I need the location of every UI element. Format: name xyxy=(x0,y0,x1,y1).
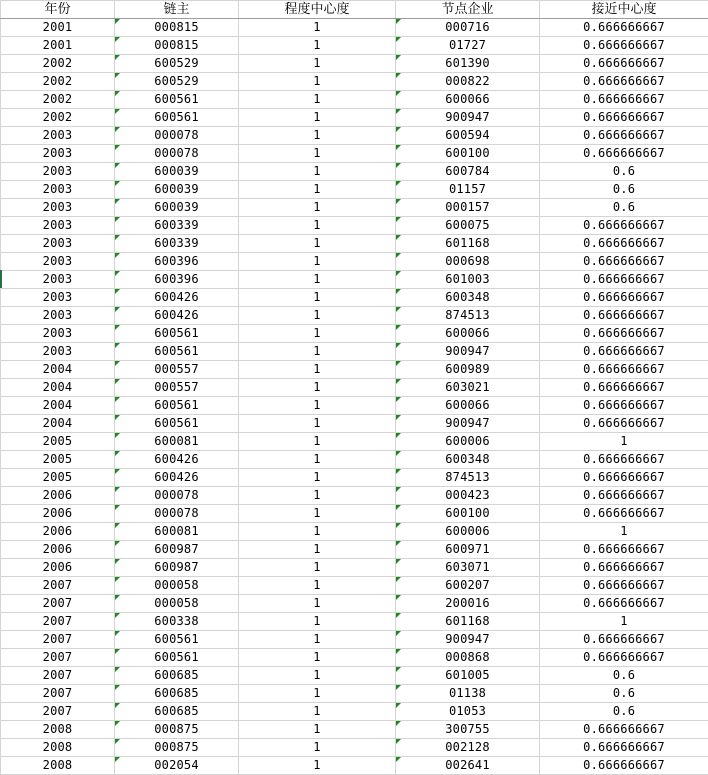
year-cell[interactable]: 2004 xyxy=(1,379,115,397)
degree-centrality-cell[interactable]: 1 xyxy=(239,91,396,109)
year-cell[interactable]: 2004 xyxy=(1,397,115,415)
table-row xyxy=(1,631,708,649)
table-row xyxy=(1,505,708,523)
degree-centrality-cell[interactable]: 1 xyxy=(239,613,396,631)
node-enterprise-cell[interactable]: 601168 xyxy=(396,613,540,631)
node-enterprise-cell[interactable]: 600348 xyxy=(396,451,540,469)
year-cell[interactable]: 2002 xyxy=(1,73,115,91)
closeness-centrality-cell[interactable]: 0.666666667 xyxy=(540,361,708,379)
closeness-centrality-cell[interactable]: 0.6 xyxy=(540,181,708,199)
degree-centrality-cell[interactable]: 1 xyxy=(239,37,396,55)
chain-leader-cell[interactable]: 600529 xyxy=(115,73,239,91)
year-cell[interactable]: 2007 xyxy=(1,595,115,613)
year-cell[interactable]: 2005 xyxy=(1,433,115,451)
chain-leader-cell[interactable]: 600338 xyxy=(115,613,239,631)
node-enterprise-cell[interactable]: 600066 xyxy=(396,325,540,343)
chain-leader-cell[interactable]: 600081 xyxy=(115,433,239,451)
degree-centrality-cell[interactable]: 1 xyxy=(239,523,396,541)
year-cell[interactable]: 2003 xyxy=(1,127,115,145)
closeness-centrality-cell[interactable]: 0.666666667 xyxy=(540,145,708,163)
degree-centrality-cell[interactable]: 1 xyxy=(239,721,396,739)
node-enterprise-cell[interactable]: 000822 xyxy=(396,73,540,91)
table-row xyxy=(1,685,708,703)
node-enterprise-cell[interactable]: 600066 xyxy=(396,91,540,109)
chain-leader-cell[interactable]: 600987 xyxy=(115,559,239,577)
table-row xyxy=(1,451,708,469)
header-row xyxy=(1,1,708,19)
degree-centrality-cell[interactable]: 1 xyxy=(239,757,396,775)
node-enterprise-cell[interactable]: 601003 xyxy=(396,271,540,289)
closeness-centrality-cell[interactable]: 0.666666667 xyxy=(540,19,708,37)
year-cell[interactable]: 2006 xyxy=(1,559,115,577)
closeness-centrality-cell[interactable]: 0.666666667 xyxy=(540,307,708,325)
closeness-centrality-cell[interactable]: 0.666666667 xyxy=(540,343,708,361)
degree-centrality-cell[interactable]: 1 xyxy=(239,649,396,667)
chain-leader-cell[interactable]: 000078 xyxy=(115,145,239,163)
node-enterprise-cell[interactable]: 601005 xyxy=(396,667,540,685)
table-row xyxy=(1,55,708,73)
chain-leader-cell[interactable]: 000875 xyxy=(115,721,239,739)
node-enterprise-cell[interactable]: 600207 xyxy=(396,577,540,595)
degree-centrality-cell[interactable]: 1 xyxy=(239,109,396,127)
chain-leader-cell[interactable]: 600396 xyxy=(115,271,239,289)
chain-leader-cell[interactable]: 600426 xyxy=(115,289,239,307)
degree-centrality-cell[interactable]: 1 xyxy=(239,253,396,271)
year-cell[interactable]: 2006 xyxy=(1,523,115,541)
table-row xyxy=(1,199,708,217)
closeness-centrality-cell[interactable]: 0.666666667 xyxy=(540,37,708,55)
table-row xyxy=(1,397,708,415)
degree-centrality-cell[interactable]: 1 xyxy=(239,55,396,73)
table-row xyxy=(1,289,708,307)
degree-centrality-cell[interactable]: 1 xyxy=(239,469,396,487)
node-enterprise-cell[interactable]: 600100 xyxy=(396,145,540,163)
degree-centrality-cell[interactable]: 1 xyxy=(239,685,396,703)
node-enterprise-cell[interactable]: 300755 xyxy=(396,721,540,739)
degree-centrality-cell[interactable]: 1 xyxy=(239,667,396,685)
closeness-centrality-cell[interactable]: 0.666666667 xyxy=(540,721,708,739)
degree-centrality-cell[interactable]: 1 xyxy=(239,217,396,235)
closeness-centrality-cell[interactable]: 0.666666667 xyxy=(540,559,708,577)
year-cell[interactable]: 2003 xyxy=(1,217,115,235)
table-row xyxy=(1,271,708,289)
closeness-centrality-cell[interactable]: 0.6 xyxy=(540,199,708,217)
chain-leader-cell[interactable]: 600396 xyxy=(115,253,239,271)
node-enterprise-cell[interactable]: 000716 xyxy=(396,19,540,37)
column-header-chain-leader[interactable]: 链主 xyxy=(115,1,239,19)
table-row xyxy=(1,343,708,361)
degree-centrality-cell[interactable]: 1 xyxy=(239,307,396,325)
table-row xyxy=(1,235,708,253)
table-row xyxy=(1,217,708,235)
chain-leader-cell[interactable]: 600561 xyxy=(115,109,239,127)
table-body xyxy=(1,19,708,775)
degree-centrality-cell[interactable]: 1 xyxy=(239,577,396,595)
year-cell[interactable]: 2007 xyxy=(1,631,115,649)
year-cell[interactable]: 2002 xyxy=(1,55,115,73)
degree-centrality-cell[interactable]: 1 xyxy=(239,433,396,451)
degree-centrality-cell[interactable]: 1 xyxy=(239,379,396,397)
node-enterprise-cell[interactable]: 200016 xyxy=(396,595,540,613)
node-enterprise-cell[interactable]: 000698 xyxy=(396,253,540,271)
table-row xyxy=(1,91,708,109)
node-enterprise-cell[interactable]: 01157 xyxy=(396,181,540,199)
node-enterprise-cell[interactable]: 900947 xyxy=(396,631,540,649)
closeness-centrality-cell[interactable]: 0.666666667 xyxy=(540,55,708,73)
year-cell[interactable]: 2007 xyxy=(1,703,115,721)
table-row xyxy=(1,253,708,271)
year-cell[interactable]: 2001 xyxy=(1,37,115,55)
chain-leader-cell[interactable]: 000875 xyxy=(115,739,239,757)
degree-centrality-cell[interactable]: 1 xyxy=(239,127,396,145)
chain-leader-cell[interactable]: 000815 xyxy=(115,37,239,55)
table-row xyxy=(1,541,708,559)
year-cell[interactable]: 2008 xyxy=(1,739,115,757)
table-row xyxy=(1,325,708,343)
node-enterprise-cell[interactable]: 900947 xyxy=(396,109,540,127)
closeness-centrality-cell[interactable]: 0.666666667 xyxy=(540,649,708,667)
node-enterprise-cell[interactable]: 600006 xyxy=(396,433,540,451)
degree-centrality-cell[interactable]: 1 xyxy=(239,73,396,91)
chain-leader-cell[interactable]: 600426 xyxy=(115,469,239,487)
chain-leader-cell[interactable]: 000078 xyxy=(115,487,239,505)
chain-leader-cell[interactable]: 600039 xyxy=(115,199,239,217)
year-cell[interactable]: 2004 xyxy=(1,361,115,379)
column-header-closeness-centrality[interactable]: 接近中心度 xyxy=(540,1,708,19)
table-row xyxy=(1,577,708,595)
year-cell[interactable]: 2002 xyxy=(1,109,115,127)
closeness-centrality-cell[interactable]: 0.666666667 xyxy=(540,217,708,235)
closeness-centrality-cell[interactable]: 0.666666667 xyxy=(540,739,708,757)
year-cell[interactable]: 2006 xyxy=(1,487,115,505)
closeness-centrality-cell[interactable]: 0.666666667 xyxy=(540,91,708,109)
closeness-centrality-cell[interactable]: 0.666666667 xyxy=(540,415,708,433)
node-enterprise-cell[interactable]: 600594 xyxy=(396,127,540,145)
node-enterprise-cell[interactable]: 002128 xyxy=(396,739,540,757)
year-cell[interactable]: 2007 xyxy=(1,649,115,667)
degree-centrality-cell[interactable]: 1 xyxy=(239,739,396,757)
year-cell[interactable]: 2003 xyxy=(1,343,115,361)
node-enterprise-cell[interactable]: 601168 xyxy=(396,235,540,253)
node-enterprise-cell[interactable]: 603021 xyxy=(396,379,540,397)
year-cell[interactable]: 2007 xyxy=(1,577,115,595)
closeness-centrality-cell[interactable]: 0.6 xyxy=(540,667,708,685)
table-row xyxy=(1,127,708,145)
closeness-centrality-cell[interactable]: 0.666666667 xyxy=(540,397,708,415)
chain-leader-cell[interactable]: 600561 xyxy=(115,631,239,649)
chain-leader-cell[interactable]: 000557 xyxy=(115,379,239,397)
chain-leader-cell[interactable]: 600685 xyxy=(115,703,239,721)
table-row xyxy=(1,19,708,37)
closeness-centrality-cell[interactable]: 0.666666667 xyxy=(540,469,708,487)
node-enterprise-cell[interactable]: 01727 xyxy=(396,37,540,55)
table-row xyxy=(1,181,708,199)
closeness-centrality-cell[interactable]: 0.666666667 xyxy=(540,325,708,343)
table-row xyxy=(1,667,708,685)
degree-centrality-cell[interactable]: 1 xyxy=(239,559,396,577)
year-cell[interactable]: 2008 xyxy=(1,721,115,739)
degree-centrality-cell[interactable]: 1 xyxy=(239,343,396,361)
table-row xyxy=(1,109,708,127)
closeness-centrality-cell[interactable]: 0.666666667 xyxy=(540,595,708,613)
degree-centrality-cell[interactable]: 1 xyxy=(239,289,396,307)
closeness-centrality-cell[interactable]: 1 xyxy=(540,523,708,541)
degree-centrality-cell[interactable]: 1 xyxy=(239,415,396,433)
degree-centrality-cell[interactable]: 1 xyxy=(239,451,396,469)
node-enterprise-cell[interactable]: 000423 xyxy=(396,487,540,505)
chain-leader-cell[interactable]: 600529 xyxy=(115,55,239,73)
table-row xyxy=(1,559,708,577)
chain-leader-cell[interactable]: 600561 xyxy=(115,343,239,361)
degree-centrality-cell[interactable]: 1 xyxy=(239,487,396,505)
year-cell[interactable]: 2003 xyxy=(1,235,115,253)
year-cell[interactable]: 2003 xyxy=(1,163,115,181)
degree-centrality-cell[interactable]: 1 xyxy=(239,235,396,253)
closeness-centrality-cell[interactable]: 0.666666667 xyxy=(540,631,708,649)
table-row xyxy=(1,433,708,451)
column-header-year[interactable]: 年份 xyxy=(1,1,115,19)
column-header-node-enterprise[interactable]: 节点企业 xyxy=(396,1,540,19)
table-row xyxy=(1,721,708,739)
closeness-centrality-cell[interactable]: 0.666666667 xyxy=(540,757,708,775)
year-cell[interactable]: 2001 xyxy=(1,19,115,37)
degree-centrality-cell[interactable]: 1 xyxy=(239,19,396,37)
closeness-centrality-cell[interactable]: 0.666666667 xyxy=(540,289,708,307)
year-cell[interactable]: 2005 xyxy=(1,451,115,469)
chain-leader-cell[interactable]: 600339 xyxy=(115,235,239,253)
node-enterprise-cell[interactable]: 900947 xyxy=(396,415,540,433)
chain-leader-cell[interactable]: 002054 xyxy=(115,757,239,775)
chain-leader-cell[interactable]: 600561 xyxy=(115,415,239,433)
node-enterprise-cell[interactable]: 900947 xyxy=(396,343,540,361)
node-enterprise-cell[interactable]: 600075 xyxy=(396,217,540,235)
chain-leader-cell[interactable]: 000557 xyxy=(115,361,239,379)
closeness-centrality-cell[interactable]: 0.666666667 xyxy=(540,127,708,145)
closeness-centrality-cell[interactable]: 0.666666667 xyxy=(540,271,708,289)
year-cell[interactable]: 2003 xyxy=(1,325,115,343)
node-enterprise-cell[interactable]: 874513 xyxy=(396,469,540,487)
chain-leader-cell[interactable]: 600039 xyxy=(115,181,239,199)
table-row xyxy=(1,649,708,667)
closeness-centrality-cell[interactable]: 0.666666667 xyxy=(540,253,708,271)
chain-leader-cell[interactable]: 600426 xyxy=(115,451,239,469)
chain-leader-cell[interactable]: 600987 xyxy=(115,541,239,559)
closeness-centrality-cell[interactable]: 0.666666667 xyxy=(540,505,708,523)
chain-leader-cell[interactable]: 600561 xyxy=(115,91,239,109)
chain-leader-cell[interactable]: 000078 xyxy=(115,127,239,145)
chain-leader-cell[interactable]: 600561 xyxy=(115,649,239,667)
year-cell[interactable]: 2003 xyxy=(1,199,115,217)
table-row xyxy=(1,37,708,55)
chain-leader-cell[interactable]: 600561 xyxy=(115,325,239,343)
chain-leader-cell[interactable]: 600685 xyxy=(115,685,239,703)
table-row xyxy=(1,361,708,379)
degree-centrality-cell[interactable]: 1 xyxy=(239,271,396,289)
closeness-centrality-cell[interactable]: 0.666666667 xyxy=(540,379,708,397)
degree-centrality-cell[interactable]: 1 xyxy=(239,163,396,181)
closeness-centrality-cell[interactable]: 0.666666667 xyxy=(540,487,708,505)
degree-centrality-cell[interactable]: 1 xyxy=(239,541,396,559)
year-cell[interactable]: 2006 xyxy=(1,541,115,559)
degree-centrality-cell[interactable]: 1 xyxy=(239,703,396,721)
node-enterprise-cell[interactable]: 000868 xyxy=(396,649,540,667)
table-row xyxy=(1,73,708,91)
chain-leader-cell[interactable]: 600039 xyxy=(115,163,239,181)
closeness-centrality-cell[interactable]: 1 xyxy=(540,613,708,631)
closeness-centrality-cell[interactable]: 1 xyxy=(540,433,708,451)
closeness-centrality-cell[interactable]: 0.6 xyxy=(540,685,708,703)
year-cell[interactable]: 2002 xyxy=(1,91,115,109)
node-enterprise-cell[interactable]: 000157 xyxy=(396,199,540,217)
year-cell[interactable]: 2006 xyxy=(1,505,115,523)
table-row xyxy=(1,487,708,505)
active-cell-indicator xyxy=(0,270,2,288)
year-cell[interactable]: 2003 xyxy=(1,253,115,271)
closeness-centrality-cell[interactable]: 0.6 xyxy=(540,163,708,181)
year-cell[interactable]: 2003 xyxy=(1,271,115,289)
chain-leader-cell[interactable]: 600339 xyxy=(115,217,239,235)
degree-centrality-cell[interactable]: 1 xyxy=(239,505,396,523)
closeness-centrality-cell[interactable]: 0.666666667 xyxy=(540,109,708,127)
degree-centrality-cell[interactable]: 1 xyxy=(239,181,396,199)
table-row xyxy=(1,415,708,433)
degree-centrality-cell[interactable]: 1 xyxy=(239,595,396,613)
table-row xyxy=(1,307,708,325)
table-row xyxy=(1,595,708,613)
year-cell[interactable]: 2003 xyxy=(1,289,115,307)
closeness-centrality-cell[interactable]: 0.666666667 xyxy=(540,235,708,253)
node-enterprise-cell[interactable]: 600784 xyxy=(396,163,540,181)
table-row xyxy=(1,163,708,181)
node-enterprise-cell[interactable]: 01053 xyxy=(396,703,540,721)
year-cell[interactable]: 2004 xyxy=(1,415,115,433)
table-row xyxy=(1,145,708,163)
chain-leader-cell[interactable]: 600685 xyxy=(115,667,239,685)
degree-centrality-cell[interactable]: 1 xyxy=(239,145,396,163)
year-cell[interactable]: 2003 xyxy=(1,181,115,199)
chain-leader-cell[interactable]: 000058 xyxy=(115,577,239,595)
chain-leader-cell[interactable]: 600081 xyxy=(115,523,239,541)
node-enterprise-cell[interactable]: 600971 xyxy=(396,541,540,559)
year-cell[interactable]: 2008 xyxy=(1,757,115,775)
table-row xyxy=(1,523,708,541)
table-row xyxy=(1,739,708,757)
closeness-centrality-cell[interactable]: 0.666666667 xyxy=(540,577,708,595)
closeness-centrality-cell[interactable]: 0.666666667 xyxy=(540,73,708,91)
degree-centrality-cell[interactable]: 1 xyxy=(239,199,396,217)
chain-leader-cell[interactable]: 000815 xyxy=(115,19,239,37)
degree-centrality-cell[interactable]: 1 xyxy=(239,325,396,343)
chain-leader-cell[interactable]: 600426 xyxy=(115,307,239,325)
column-header-degree-centrality[interactable]: 程度中心度 xyxy=(239,1,396,19)
table-row xyxy=(1,379,708,397)
node-enterprise-cell[interactable]: 600006 xyxy=(396,523,540,541)
closeness-centrality-cell[interactable]: 0.666666667 xyxy=(540,451,708,469)
node-enterprise-cell[interactable]: 601390 xyxy=(396,55,540,73)
node-enterprise-cell[interactable]: 01138 xyxy=(396,685,540,703)
table-row xyxy=(1,613,708,631)
node-enterprise-cell[interactable]: 600348 xyxy=(396,289,540,307)
year-cell[interactable]: 2005 xyxy=(1,469,115,487)
node-enterprise-cell[interactable]: 002641 xyxy=(396,757,540,775)
year-cell[interactable]: 2003 xyxy=(1,307,115,325)
degree-centrality-cell[interactable]: 1 xyxy=(239,361,396,379)
year-cell[interactable]: 2003 xyxy=(1,145,115,163)
node-enterprise-cell[interactable]: 600066 xyxy=(396,397,540,415)
chain-leader-cell[interactable]: 000078 xyxy=(115,505,239,523)
year-cell[interactable]: 2007 xyxy=(1,613,115,631)
chain-leader-cell[interactable]: 600561 xyxy=(115,397,239,415)
year-cell[interactable]: 2007 xyxy=(1,667,115,685)
closeness-centrality-cell[interactable]: 0.666666667 xyxy=(540,541,708,559)
table-row xyxy=(1,703,708,721)
chain-leader-cell[interactable]: 000058 xyxy=(115,595,239,613)
table-row xyxy=(1,469,708,487)
year-cell[interactable]: 2007 xyxy=(1,685,115,703)
node-enterprise-cell[interactable]: 600100 xyxy=(396,505,540,523)
node-enterprise-cell[interactable]: 874513 xyxy=(396,307,540,325)
closeness-centrality-cell[interactable]: 0.6 xyxy=(540,703,708,721)
node-enterprise-cell[interactable]: 600989 xyxy=(396,361,540,379)
degree-centrality-cell[interactable]: 1 xyxy=(239,397,396,415)
node-enterprise-cell[interactable]: 603071 xyxy=(396,559,540,577)
degree-centrality-cell[interactable]: 1 xyxy=(239,631,396,649)
